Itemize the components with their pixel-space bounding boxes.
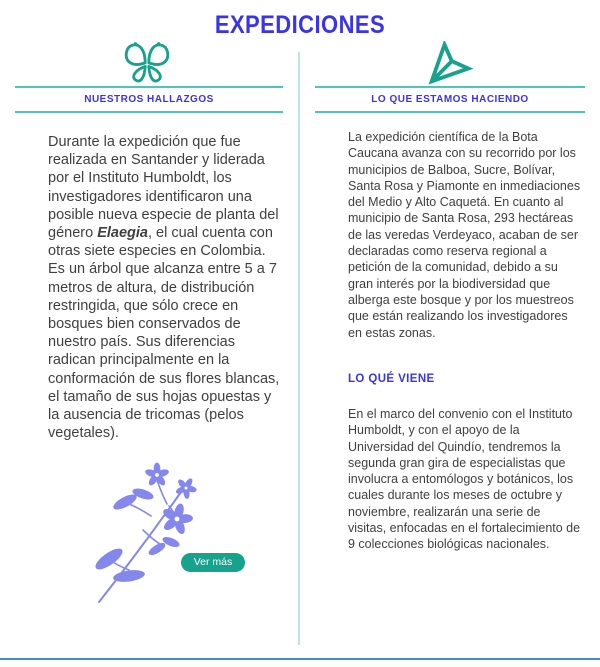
findings-paragraph-rest: , el cual cuenta con otras siete especies en Colombia. Es un árbol que alcanza entre 5 a 7 metros de altura, de distribución restringida, que sólo crece en bosques bien conservados de nuestro país. Sus diferencias radican principalmente en la conformación de sus flores blancas, el tamaño de sus hojas opuestas y la ausencia de tricomas (pelos vegetales).: [48, 225, 280, 442]
left-column-heading: NUESTROS HALLAZGOS: [15, 86, 283, 113]
findings-paragraph: [48, 133, 286, 442]
species-name: Elaegia: [97, 225, 148, 242]
butterfly-icon: [122, 39, 172, 85]
page-title: EXPEDICIONES: [214, 11, 386, 39]
bottom-border-line: [0, 658, 600, 660]
upcoming-paragraph: En el marco del convenio con el Instituto Humboldt, y con el apoyo de la Universidad del Quindío, tendremos la segunda gran gira de especialistas que involucra a entomólogos y botánicos, los cuales durante los meses de octubre y noviembre, realizarán una serie de visitas, enfocadas en el fortalecimiento de 9 colecciones biológicas nacionales.: [348, 407, 581, 552]
flower-lower: [161, 502, 193, 535]
upcoming-heading: LO QUÉ VIENE: [348, 373, 435, 385]
activities-paragraph: La expedición científica de la Bota Caucana avanza con su recorrido por los municipios de Balboa, Sucre, Bolívar, Santa Rosa y Piamonte en inmediaciones del Medio y Alto Caquetá. En cuanto al municipio de Santa Rosa, 293 hectáreas de las veredas Verdeyaco, acaban de ser declaradas como reserva regional a petición de la comunidad, debido a su gran interés por la biodiversidad que alberga este bosque y por los muestreos que están realizando los investigadores en estas zonas.: [348, 130, 581, 340]
column-divider: [298, 52, 300, 645]
ver-mas-button[interactable]: Ver más: [181, 553, 245, 572]
flower-branch-illustration: [85, 462, 260, 612]
right-column-heading: LO QUE ESTAMOS HACIENDO: [315, 86, 585, 113]
paper-plane-icon: [427, 41, 473, 85]
findings-paragraph-intro: Durante la expedición que fue realizada en Santander y liderada por el Instituto Humboldt, los investigadores identificaron una posible nueva especie de planta del género: [48, 134, 279, 242]
flower-top: [144, 463, 170, 487]
